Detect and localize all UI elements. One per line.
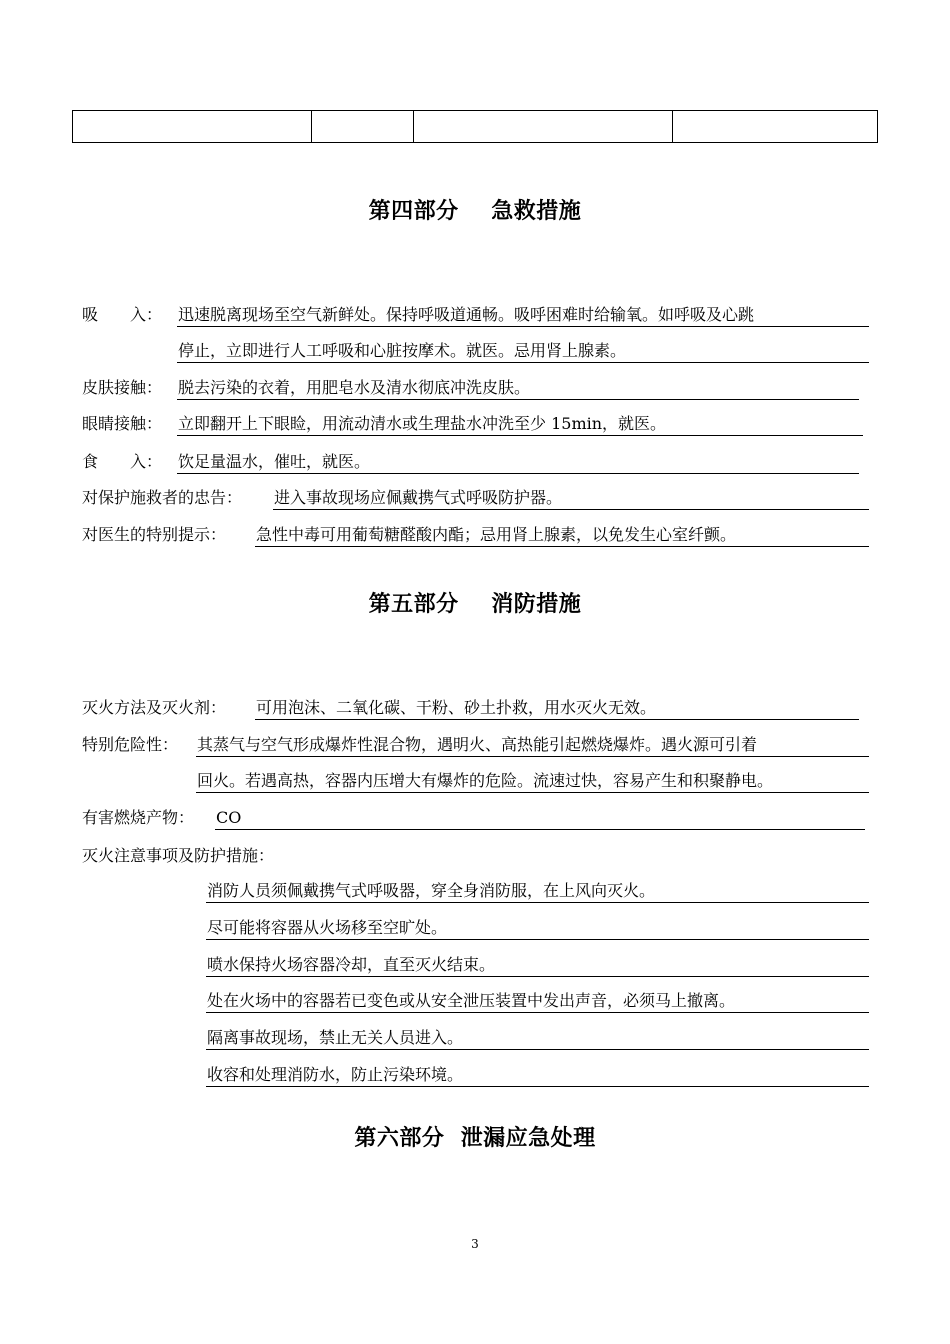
table-cell [73, 111, 312, 143]
ingestion-label: 食 入： [82, 452, 163, 471]
precaution-item: 收容和处理消防水，防止污染环境。 [206, 1064, 869, 1087]
inhalation-line2: 停止，立即进行人工呼吸和心脏按摩术。就医。忌用肾上腺素。 [177, 340, 869, 363]
extinguish-method-label: 灭火方法及灭火剂： [82, 698, 227, 717]
hazard-line2: 回火。若遇高热，容器内压增大有爆炸的危险。流速过快，容易产生和积聚静电。 [197, 771, 774, 790]
combustion-products-label: 有害燃烧产物： [82, 808, 195, 827]
inhalation-line1: 迅速脱离现场至空气新鲜处。保持呼吸道通畅。吸呼困难时给输氧。如呼吸及心跳 [177, 304, 869, 327]
hazard-line2-underline [196, 792, 869, 793]
table-row [73, 111, 878, 143]
rescuer-value: 进入事故现场应佩戴携气式呼吸防护器。 [273, 487, 869, 510]
table-cell [414, 111, 673, 143]
precaution-item: 处在火场中的容器若已变色或从安全泄压装置中发出声音，必须马上撤离。 [206, 990, 869, 1013]
inhalation-label: 吸 入： [82, 305, 163, 324]
table-cell [312, 111, 414, 143]
eye-label: 眼睛接触： [82, 414, 163, 433]
combustion-products-value: CO [215, 807, 865, 830]
top-table [72, 110, 878, 143]
skin-label: 皮肤接触： [82, 378, 163, 397]
precaution-item: 喷水保持火场容器冷却，直至灭火结束。 [206, 954, 869, 977]
skin-value: 脱去污染的衣着，用肥皂水及清水彻底冲洗皮肤。 [177, 377, 859, 400]
section4-title: 第四部分 急救措施 [368, 199, 582, 224]
rescuer-label: 对保护施救者的忠告： [82, 488, 243, 507]
hazard-line1: 其蒸气与空气形成爆炸性混合物，遇明火、高热能引起燃烧爆炸。遇火源可引着 [196, 734, 869, 757]
eye-value: 立即翻开上下眼睑，用流动清水或生理盐水冲洗至少 15min，就医。 [177, 413, 863, 436]
section6-title: 第六部分 泄漏应急处理 [354, 1126, 596, 1151]
doctor-value: 急性中毒可用葡萄糖醛酸内酯；忌用肾上腺素，以免发生心室纤颤。 [255, 524, 869, 547]
section5-title: 第五部分 消防措施 [368, 592, 582, 617]
precautions-label: 灭火注意事项及防护措施： [82, 846, 275, 865]
page-number: 3 [471, 1237, 479, 1251]
doctor-label: 对医生的特别提示： [82, 525, 227, 544]
table-cell [673, 111, 878, 143]
precaution-item: 尽可能将容器从火场移至空旷处。 [206, 917, 869, 940]
hazard-label: 特别危险性： [82, 735, 179, 754]
ingestion-value: 饮足量温水，催吐，就医。 [177, 451, 859, 474]
precaution-item: 消防人员须佩戴携气式呼吸器，穿全身消防服，在上风向灭火。 [206, 880, 869, 903]
precaution-item: 隔离事故现场，禁止无关人员进入。 [206, 1027, 869, 1050]
extinguish-method-value: 可用泡沫、二氧化碳、干粉、砂土扑救，用水灭火无效。 [255, 697, 859, 720]
